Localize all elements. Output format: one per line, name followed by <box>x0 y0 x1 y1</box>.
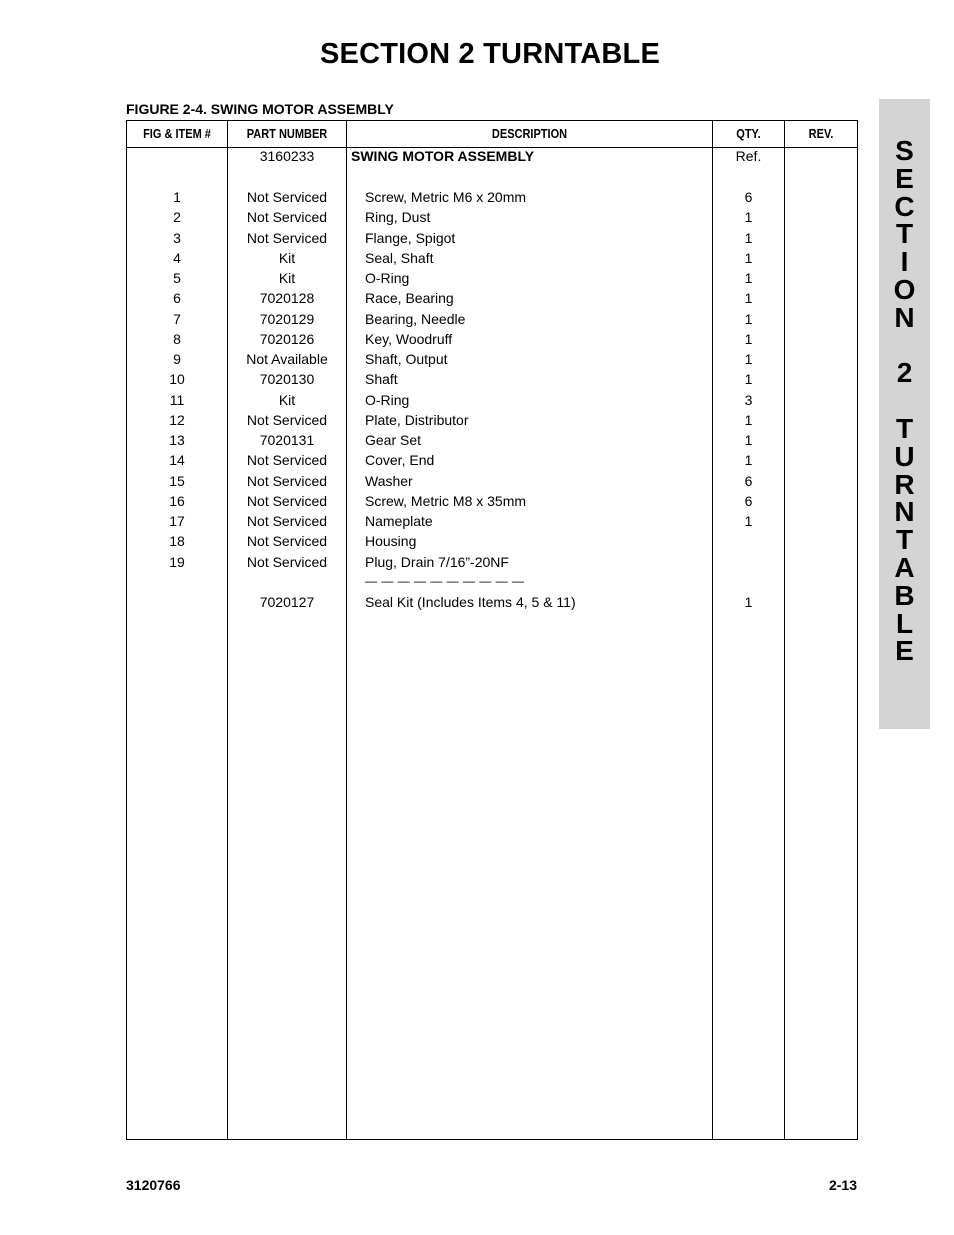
part-number: 7020126 <box>259 330 315 347</box>
description: Cover, End <box>365 452 435 469</box>
description: Shaft, Output <box>365 351 448 367</box>
header-item: FIG & ITEM # <box>143 127 211 141</box>
part-number: Not Serviced <box>246 513 328 529</box>
description: Gear Set <box>365 432 422 448</box>
part-number: Kit <box>278 249 296 266</box>
item-number: 1 <box>173 189 181 205</box>
description: Screw, Metric M8 x 35mm <box>365 492 527 509</box>
part-number: Not Serviced <box>246 533 328 550</box>
side-tab-letter: B <box>894 579 915 611</box>
separator-row <box>127 571 857 591</box>
part-number: Kit <box>278 270 296 286</box>
figure-title: FIGURE 2-4. SWING MOTOR ASSEMBLY <box>126 101 394 117</box>
side-tab-letter: E <box>895 162 914 194</box>
side-tab-letter: N <box>894 301 915 333</box>
table-row <box>127 369 857 389</box>
item-number: 9 <box>173 351 181 367</box>
table-row <box>127 410 857 430</box>
item-number: 6 <box>173 290 181 307</box>
side-tab-letter: R <box>894 468 915 500</box>
quantity: 1 <box>744 270 753 286</box>
description: Seal, Shaft <box>365 249 434 266</box>
quantity: 1 <box>744 330 753 347</box>
quantity: 1 <box>744 513 753 529</box>
table-row <box>127 248 857 268</box>
description: Screw, Metric M6 x 20mm <box>365 189 527 205</box>
table-row <box>127 329 857 349</box>
quantity: 1 <box>744 249 753 266</box>
table-row <box>127 531 857 551</box>
table-row <box>127 450 857 470</box>
side-tab-letter: C <box>894 190 915 222</box>
quantity: 6 <box>744 492 753 509</box>
quantity: 3 <box>744 391 753 408</box>
table-row <box>127 207 857 227</box>
item-number: 12 <box>169 411 185 428</box>
header-part-number: PART NUMBER <box>246 127 328 141</box>
part-number: Not Serviced <box>246 492 328 509</box>
section-side-tab <box>879 99 930 729</box>
description: Flange, Spigot <box>365 229 456 246</box>
page-number: 2-13 <box>828 1177 857 1193</box>
side-tab-letter: L <box>895 607 914 639</box>
part-number: Not Serviced <box>246 553 328 570</box>
table-row <box>127 430 857 450</box>
description: Race, Bearing <box>365 290 454 307</box>
quantity: 1 <box>744 371 753 388</box>
quantity: 6 <box>744 189 753 205</box>
side-tab-letter: N <box>894 496 915 528</box>
description: Housing <box>365 533 417 550</box>
table-row <box>127 511 857 531</box>
table-row <box>127 187 857 207</box>
table-row <box>127 228 857 248</box>
part-number: 7020129 <box>259 310 315 327</box>
part-number: 7020128 <box>259 290 315 307</box>
table-row <box>127 309 857 329</box>
kit-description: Seal Kit (Includes Items 4, 5 & 11) <box>365 594 576 610</box>
kit-qty: 1 <box>744 594 753 610</box>
item-number: 3 <box>173 229 181 246</box>
item-number: 5 <box>173 270 181 286</box>
item-number: 13 <box>169 432 185 448</box>
item-number: 2 <box>173 209 181 226</box>
table-row <box>127 268 857 288</box>
item-number: 11 <box>169 391 185 408</box>
section-title: SECTION 2 TURNTABLE <box>320 38 660 70</box>
item-number: 7 <box>173 310 181 327</box>
quantity: 1 <box>744 432 753 448</box>
table-row <box>127 491 857 511</box>
item-number: 16 <box>169 492 185 509</box>
quantity: 1 <box>744 209 753 226</box>
assembly-qty: Ref. <box>735 148 762 164</box>
parts-table <box>126 120 858 1140</box>
table-row <box>127 471 857 491</box>
side-tab-letter: I <box>900 246 909 278</box>
item-number: 10 <box>169 371 185 388</box>
document-number: 3120766 <box>126 1177 181 1193</box>
part-number: Not Available <box>246 351 328 367</box>
item-number: 14 <box>169 452 185 469</box>
quantity: 1 <box>744 411 753 428</box>
kit-row <box>127 592 857 612</box>
description: Key, Woodruff <box>365 330 453 347</box>
item-number: 15 <box>169 472 185 489</box>
part-number: Not Serviced <box>246 411 328 428</box>
side-tab-letter: T <box>895 524 914 556</box>
item-number: 8 <box>173 330 181 347</box>
header-qty: QTY. <box>736 127 761 141</box>
side-tab-letter: T <box>895 413 914 444</box>
description: Ring, Dust <box>365 209 431 226</box>
part-number: 7020130 <box>259 371 315 388</box>
side-tab-letter: E <box>895 635 914 667</box>
item-number: 4 <box>173 249 181 266</box>
assembly-part-number: 3160233 <box>259 148 315 164</box>
description: Bearing, Needle <box>365 310 466 327</box>
side-tab-letter: U <box>894 440 915 472</box>
separator-dashes: — — — — — — — — — — <box>365 574 525 588</box>
quantity: 1 <box>744 290 753 307</box>
table-row <box>127 349 857 369</box>
side-tab-letter: S <box>895 135 914 166</box>
description: O-Ring <box>365 391 410 408</box>
kit-part-number: 7020127 <box>259 594 315 610</box>
quantity: 1 <box>744 310 753 327</box>
item-number: 18 <box>169 533 185 550</box>
description: Washer <box>365 472 413 489</box>
description: Plate, Distributor <box>365 411 469 428</box>
side-tab-letter: A <box>894 552 915 583</box>
quantity: 1 <box>744 452 753 469</box>
side-tab-letter: O <box>893 274 916 305</box>
item-number: 19 <box>169 553 185 570</box>
item-number: 17 <box>169 513 185 529</box>
part-number: Not Serviced <box>246 452 328 469</box>
part-number: Kit <box>278 391 296 408</box>
part-number: Not Serviced <box>246 229 328 246</box>
assembly-description: SWING MOTOR ASSEMBLY <box>351 148 535 164</box>
quantity: 6 <box>744 472 753 489</box>
table-row <box>127 390 857 410</box>
part-number: 7020131 <box>259 432 315 448</box>
side-tab-letter: T <box>895 218 914 250</box>
part-number: Not Serviced <box>246 472 328 489</box>
table-row <box>127 552 857 572</box>
table-row <box>127 288 857 308</box>
part-number: Not Serviced <box>246 189 328 205</box>
side-tab-letter: 2 <box>896 357 913 389</box>
header-rev: REV. <box>808 127 834 141</box>
part-number: Not Serviced <box>246 209 328 226</box>
header-description: DESCRIPTION <box>491 127 568 141</box>
description: Plug, Drain 7/16”-20NF <box>365 553 509 570</box>
quantity: 1 <box>744 229 753 246</box>
quantity: 1 <box>744 351 753 367</box>
description: O-Ring <box>365 270 410 286</box>
description: Shaft <box>365 371 398 388</box>
assembly-row <box>127 146 857 166</box>
description: Nameplate <box>365 513 433 529</box>
